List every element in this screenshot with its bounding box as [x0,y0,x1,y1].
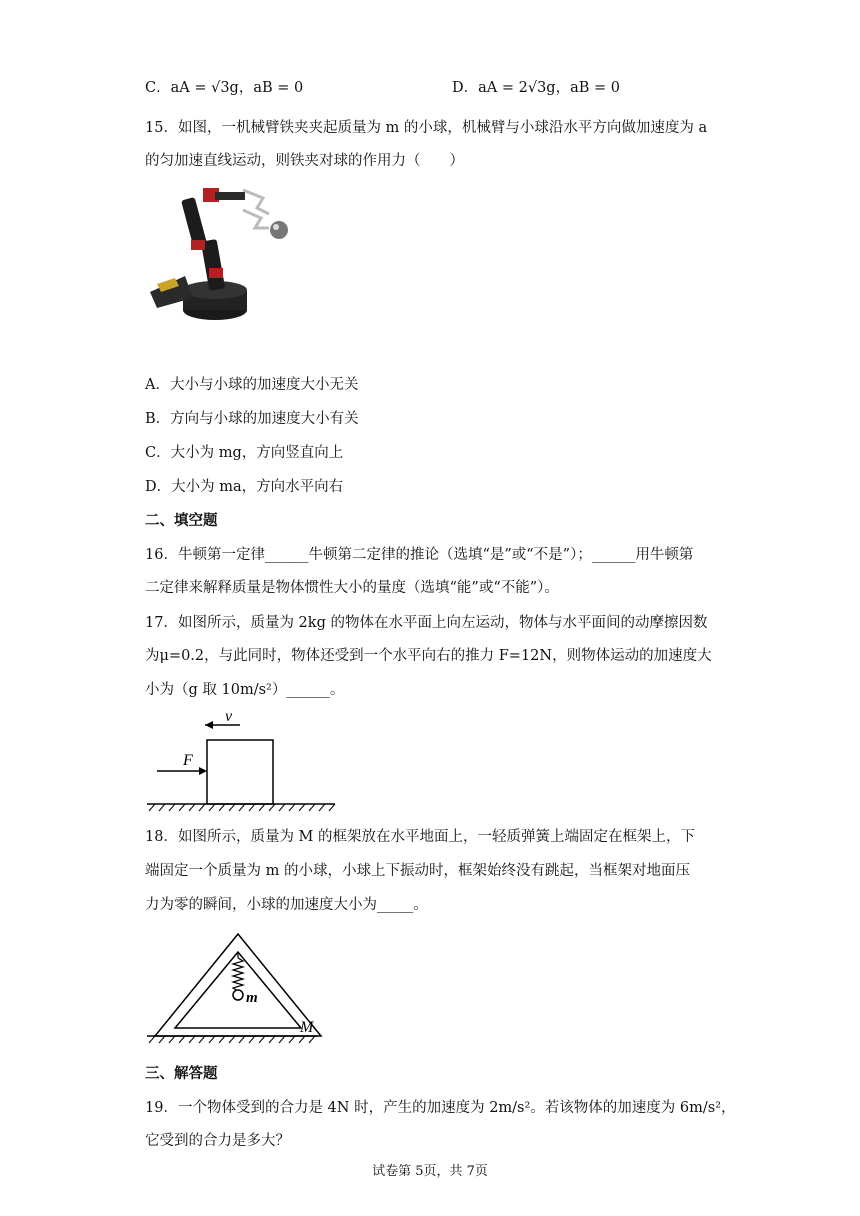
frame-mass-label: M [300,1019,314,1036]
q15-stem-line1: 15．如图，一机械臂铁夹夹起质量为 m 的小球，机械臂与小球沿水平方向做加速度为 a [145,120,708,136]
q16-line1: 16．牛顿第一定律______牛顿第二定律的推论（选填“是”或“不是”）；______用牛顿第 [145,547,694,563]
q14-option-d: D．aA = 2√3g，aB = 0 [452,80,620,96]
frame-spring-figure [145,928,325,1050]
section-heading-fill-in: 二、填空题 [145,513,218,529]
q15-option-c: C．大小为 mg，方向竖直向上 [145,445,344,461]
force-label: F [183,752,193,769]
q16-line2: 二定律来解释质量是物体惯性大小的量度（选填“能”或“不能”）。 [145,580,559,596]
velocity-label: v [225,708,233,725]
page-footer: 试卷第 5页，共 7页 [372,1164,488,1179]
q19-line1: 19．一个物体受到的合力是 4N 时，产生的加速度为 2m/s²。若该物体的加速度为 6m/s²， [145,1100,736,1116]
q15-option-d: D．大小为 ma，方向水平向右 [145,479,344,495]
q18-line2: 端固定一个质量为 m 的小球，小球上下振动时，框架始终没有跳起，当框架对地面压 [145,863,690,879]
q15-option-b: B．方向与小球的加速度大小有关 [145,411,359,427]
q14-option-c: C．aA = √3g，aB = 0 [145,80,304,96]
q18-line3: 力为零的瞬间，小球的加速度大小为_____。 [145,897,428,913]
block [207,740,273,804]
q15-stem-line2: 的匀加速直线运动，则铁夹对球的作用力（ ） [145,153,464,169]
spring [233,958,243,991]
q17-line3: 小为（g 取 10m/s²）______。 [145,682,345,698]
q17-line1: 17．如图所示，质量为 2kg 的物体在水平面上向左运动，物体与水平面间的动摩擦因数 [145,615,708,631]
section-heading-solve: 三、解答题 [145,1066,218,1082]
q18-line1: 18．如图所示，质量为 M 的框架放在水平地面上，一轻质弹簧上端固定在框架上，下 [145,829,696,845]
robot-arm-figure [145,180,305,330]
block-force-figure [145,705,340,815]
q15-option-a: A．大小与小球的加速度大小无关 [145,377,359,393]
q19-line2: 它受到的合力是多大？ [145,1133,290,1149]
q17-line2: 为μ=0.2，与此同时，物体还受到一个水平向右的推力 F=12N，则物体运动的加速度大 [145,648,712,664]
ball-mass-label: m [246,990,258,1006]
ball [233,990,243,1000]
frame-outer [155,934,321,1036]
